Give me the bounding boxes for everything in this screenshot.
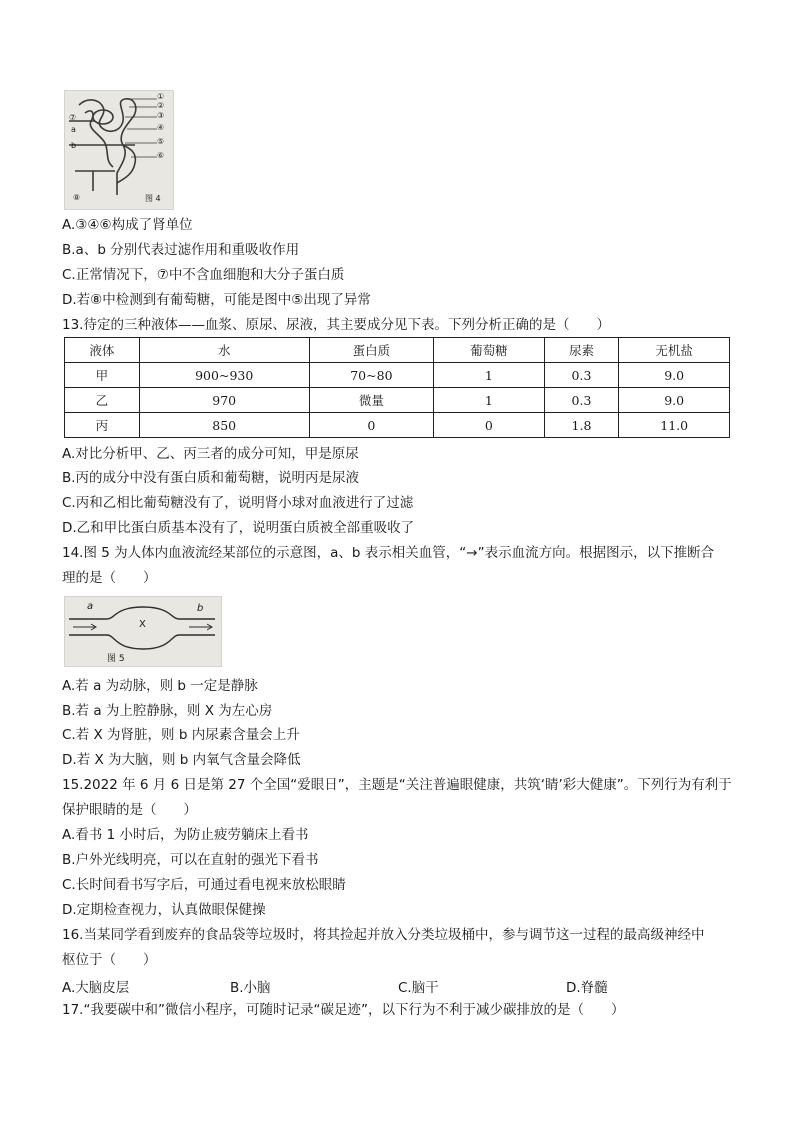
- q15-option-a: A.看书 1 小时后，为防止疲劳躺床上看书: [62, 827, 309, 843]
- table-header-row: [65, 338, 730, 363]
- q12-option-a: A.③④⑥构成了肾单位: [62, 217, 193, 233]
- q14-stem-line-2: 理的是（ ）: [62, 570, 157, 586]
- table-cell: 甲: [65, 363, 140, 388]
- table-cell: 970: [139, 388, 309, 413]
- table-header-cell: 葡萄糖: [434, 338, 545, 363]
- q13-option-b: B.丙的成分中没有蛋白质和葡萄糖，说明丙是尿液: [62, 470, 360, 486]
- table-cell: 乙: [65, 388, 140, 413]
- q13-option-a: A.对比分析甲、乙、丙三者的成分可知，甲是原尿: [62, 446, 359, 462]
- q14-option-b: B.若 a 为上腔静脉，则 X 为左心房: [62, 703, 273, 719]
- label-6: ⑥: [157, 151, 165, 160]
- table-header-cell: 尿素: [544, 338, 619, 363]
- organ-x-label: X: [139, 619, 146, 630]
- table-cell: 11.0: [619, 413, 730, 438]
- q12-option-d: D.若⑧中检测到有葡萄糖，可能是图中⑤出现了异常: [62, 292, 371, 308]
- q16-option-d: D.脊髓: [566, 980, 608, 996]
- table-row: [65, 363, 730, 388]
- table-header-cell: 无机盐: [619, 338, 730, 363]
- q14-stem-line-1: 14.图 5 为人体内血液流经某部位的示意图，a、b 表示相关血管，“→”表示血流方向。根据图示，以下推断合: [62, 545, 715, 561]
- table-cell: 0: [434, 413, 545, 438]
- figure-4-nephron-diagram: [64, 90, 174, 210]
- q16-option-c: C.脑干: [398, 980, 439, 996]
- q15-stem-line-1: 15.2022 年 6 月 6 日是第 27 个全国“爱眼日”，主题是“关注普遍眼健康，共筑‘睛’彩大健康”。下列行为有利于: [62, 777, 732, 793]
- table-cell: 0: [309, 413, 433, 438]
- q13-composition-table: [64, 337, 730, 438]
- figure-caption: 图 5: [107, 654, 125, 664]
- q14-option-d: D.若 X 为大脑，则 b 内氧气含量会降低: [62, 752, 301, 768]
- q15-stem-line-2: 保护眼睛的是（ ）: [62, 802, 197, 818]
- q16-option-b: B.小脑: [230, 980, 271, 996]
- label-4: ④: [157, 123, 165, 132]
- q13-option-d: D.乙和甲比蛋白质基本没有了，说明蛋白质被全部重吸收了: [62, 520, 415, 536]
- table-cell: 9.0: [619, 388, 730, 413]
- table-header-cell: 液体: [65, 338, 140, 363]
- q15-option-b: B.户外光线明亮，可以在直射的强光下看书: [62, 852, 319, 868]
- q17-stem: 17.“我要碳中和”微信小程序，可随时记录“碳足迹”，以下行为不利于减少碳排放的是（ ）: [62, 1002, 625, 1018]
- label-5: ⑤: [157, 137, 165, 146]
- table-cell: 1: [434, 388, 545, 413]
- q13-stem: 13.待定的三种液体——血浆、原尿、尿液，其主要成分见下表。下列分析正确的是（ ）: [62, 317, 610, 333]
- table-row: [65, 388, 730, 413]
- label-8: ⑧: [73, 193, 81, 202]
- table-cell: 0.3: [544, 363, 619, 388]
- label-1: ①: [157, 92, 165, 101]
- table-cell: 丙: [65, 413, 140, 438]
- table-header-cell: 蛋白质: [309, 338, 433, 363]
- table-row: [65, 413, 730, 438]
- q16-option-a: A.大脑皮层: [62, 980, 130, 996]
- table-cell: 1.8: [544, 413, 619, 438]
- q12-option-b: B.a、b 分别代表过滤作用和重吸收作用: [62, 242, 300, 258]
- q14-option-c: C.若 X 为肾脏，则 b 内尿素含量会上升: [62, 727, 300, 743]
- q14-option-a: A.若 a 为动脉，则 b 一定是静脉: [62, 678, 258, 694]
- label-2: ②: [157, 101, 165, 110]
- q16-options: [62, 976, 742, 994]
- table-header-cell: 水: [139, 338, 309, 363]
- figure-caption: 图 4: [145, 194, 161, 203]
- vessel-a-label: a: [87, 601, 94, 612]
- q15-option-c: C.长时间看书写字后，可通过看电视来放松眼睛: [62, 877, 346, 893]
- table-cell: 900~930: [139, 363, 309, 388]
- table-cell: 70~80: [309, 363, 433, 388]
- label-b: b: [71, 141, 77, 150]
- q15-option-d: D.定期检查视力，认真做眼保健操: [62, 902, 266, 918]
- q12-option-c: C.正常情况下，⑦中不含血细胞和大分子蛋白质: [62, 267, 345, 283]
- table-cell: 0.3: [544, 388, 619, 413]
- label-3: ③: [157, 111, 165, 120]
- q13-option-c: C.丙和乙相比葡萄糖没有了，说明肾小球对血液进行了过滤: [62, 495, 414, 511]
- q16-stem-line-1: 16.当某同学看到废弃的食品袋等垃圾时，将其捡起并放入分类垃圾桶中，参与调节这一过程的最高级神经中: [62, 927, 705, 943]
- label-a: a: [71, 125, 76, 134]
- table-cell: 1: [434, 363, 545, 388]
- q16-stem-line-2: 枢位于（ ）: [62, 952, 157, 968]
- vessel-b-label: b: [197, 603, 204, 614]
- table-cell: 微量: [309, 388, 433, 413]
- table-cell: 850: [139, 413, 309, 438]
- label-7: ⑦: [69, 113, 77, 122]
- table-cell: 9.0: [619, 363, 730, 388]
- figure-5-blood-flow-diagram: [64, 596, 222, 667]
